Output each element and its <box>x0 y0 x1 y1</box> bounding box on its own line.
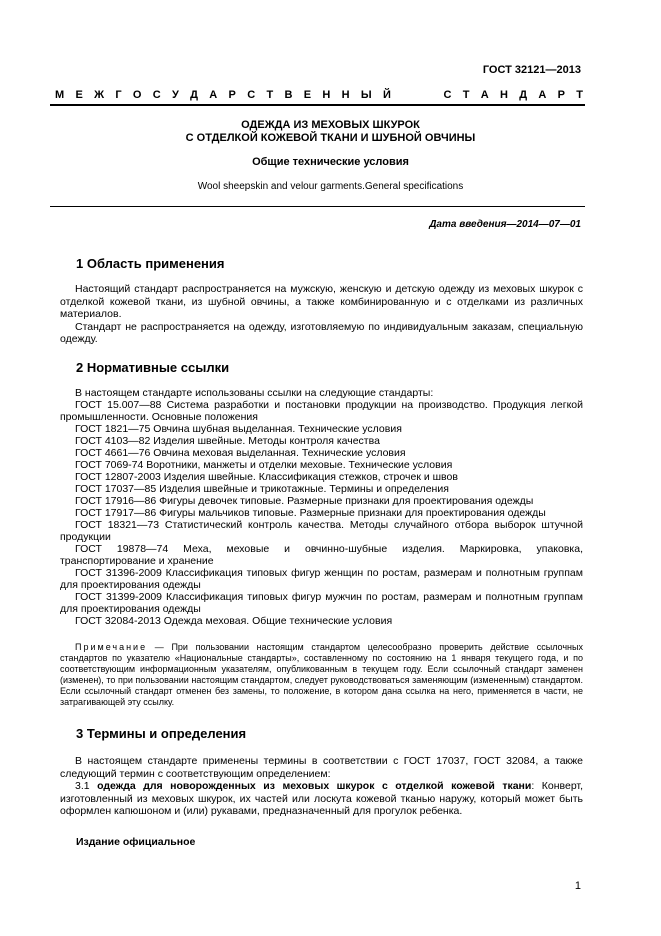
official-edition-label: Издание официальное <box>76 836 196 848</box>
reference-item: ГОСТ 17916—86 Фигуры девочек типовые. Размерные признаки для проектирования одежды <box>75 495 534 507</box>
references-note <box>60 642 583 708</box>
banner-letter: Н <box>499 89 508 101</box>
banner-letter: Е <box>303 89 312 101</box>
interstate-standard-banner <box>55 89 583 101</box>
banner-letter: М <box>55 89 65 101</box>
banner-letter: Р <box>557 89 565 101</box>
banner-letter: Т <box>462 89 470 101</box>
reference-item: ГОСТ 4661—76 Овчина меховая выделанная. Технические условия <box>75 447 406 459</box>
section-1-body <box>60 283 583 346</box>
intro-date: Дата введения—2014—07—01 <box>429 219 581 230</box>
section-2-heading: 2 Нормативные ссылки <box>76 360 230 375</box>
title-line-2: С ОТДЕЛКОЙ КОЖЕВОЙ ТКАНИ И ШУБНОЙ ОВЧИНЫ <box>185 132 476 144</box>
paragraph <box>60 755 583 780</box>
banner-letter: Ж <box>94 89 105 101</box>
paragraph <box>60 321 583 346</box>
reference-item: ГОСТ 4103—82 Изделия швейные. Методы контроля качества <box>75 435 380 447</box>
page-number: 1 <box>574 880 581 892</box>
standard-code: ГОСТ 32121—2013 <box>482 64 581 76</box>
reference-item: ГОСТ 1821—75 Овчина шубная выделанная. Технические условия <box>75 423 402 435</box>
reference-item: ГОСТ 31396-2009 Классификация типовых фигур женщин по ростам, размерам и полнотным группам для проектирования одежды <box>60 567 583 591</box>
english-title: Wool sheepskin and velour garments.General specifications <box>197 181 464 192</box>
banner-letter: А <box>209 89 218 101</box>
banner-gap <box>402 89 432 101</box>
section-3-body <box>60 755 583 818</box>
banner-letter: С <box>152 89 161 101</box>
document-subtitle: Общие технические условия <box>252 156 409 168</box>
reference-item: ГОСТ 19878—74 Меха, меховые и овчинно-шубные изделия. Маркировка, упаковка, транспортирование и хранение <box>60 543 583 567</box>
banner-letter: С <box>247 89 256 101</box>
banner-letter: Р <box>228 89 236 101</box>
banner-letter: Й <box>382 89 391 101</box>
section-1-heading: 1 Область применения <box>76 256 225 271</box>
term-definition <box>60 780 583 818</box>
banner-letter: Т <box>266 89 274 101</box>
reference-item: ГОСТ 31399-2009 Классификация типовых фигур мужчин по ростам, размерам и полнотным группам для проектирования одежды <box>60 591 583 615</box>
banner-letter: Е <box>75 89 83 101</box>
paragraph-text: Стандарт не распространяется на одежду, изготовляемую по индивидуальным заказам, специальную одежду. <box>60 320 583 345</box>
references-intro: В настоящем стандарте использованы ссылки на следующие стандарты: <box>75 387 434 399</box>
reference-item: ГОСТ 15.007—88 Система разработки и постановки продукции на производство. Продукция легкой промышленности. Основные положения <box>60 399 583 423</box>
document-title <box>0 119 661 145</box>
reference-item: ГОСТ 18321—73 Статистический контроль качества. Методы случайного отбора выборок штучной продукции <box>60 519 583 543</box>
note-text: — При пользовании настоящим стандартом целесообразно проверить действие ссылочных стандартов по указателю «Национальные стандарты», составленному по состоянию на 1 января текущего года, и по соответствующим информационным указателям, опубликованным в текущем году. Если ссылочный стандарт заменен (изменен), то при пользовании настоящим стандартом, следует руководствоваться заменяющим (измененным) стандартом. Если ссылочный стандарт отменен без замены, то положение, в котором дана ссылка на него, применяется в части, не затрагивающей эту ссылку. <box>60 642 583 707</box>
banner-letter: Н <box>322 89 331 101</box>
title-line-1: ОДЕЖДА ИЗ МЕХОВЫХ ШКУРОК <box>241 119 420 131</box>
header-rule <box>50 104 585 106</box>
banner-letter: Г <box>115 89 122 101</box>
banner-letter: Т <box>576 89 583 101</box>
reference-item: ГОСТ 17037—85 Изделия швейные и трикотажные. Термины и определения <box>75 483 449 495</box>
banner-letter: У <box>172 89 179 101</box>
paragraph <box>60 283 583 321</box>
reference-item: ГОСТ 12807-2003 Изделия швейные. Классификация стежков, строчек и швов <box>75 471 458 483</box>
note-label: Примечание <box>75 642 148 652</box>
reference-item: ГОСТ 7069-74 Воротники, манжеты и отделки меховые. Технические условия <box>75 459 453 471</box>
title-rule <box>50 206 585 207</box>
term-number: 3.1 <box>75 780 90 792</box>
term-definition-text: : Конверт, изготовленный из меховых шкурок, их частей или лоскута кожевой тканью наружу, который может быть оформлен капюшоном и (или) рукавами, предназначенный для прогулок ребенка. <box>60 780 583 817</box>
banner-letter: О <box>132 89 142 101</box>
banner-letter: Н <box>341 89 350 101</box>
banner-letter: Д <box>519 89 528 101</box>
reference-item: ГОСТ 32084-2013 Одежда меховая. Общие технические условия <box>75 615 393 627</box>
banner-letter: А <box>538 89 547 101</box>
paragraph-text: Настоящий стандарт распространяется на мужскую, женскую и детскую одежду из меховых шкурок с отделкой кожевой ткани, из шубной овчины, а также комбинированную и с отделками из различных материалов. <box>60 283 583 320</box>
banner-letter: А <box>480 89 489 101</box>
section-3-heading: 3 Термины и определения <box>76 726 247 741</box>
banner-letter: Ы <box>360 89 372 101</box>
banner-letter: С <box>443 89 452 101</box>
banner-letter: В <box>284 89 293 101</box>
paragraph-text: В настоящем стандарте применены термины в соответствии с ГОСТ 17037, ГОСТ 32084, а также следующий термин с соответствующим определением: <box>60 755 583 780</box>
banner-letter: Д <box>190 89 198 101</box>
references-list <box>60 387 583 627</box>
term: одежда для новорожденных из меховых шкурок с отделкой кожевой ткани <box>97 780 532 792</box>
reference-item: ГОСТ 17917—86 Фигуры мальчиков типовые. Размерные признаки для проектирования одежды <box>75 507 546 519</box>
